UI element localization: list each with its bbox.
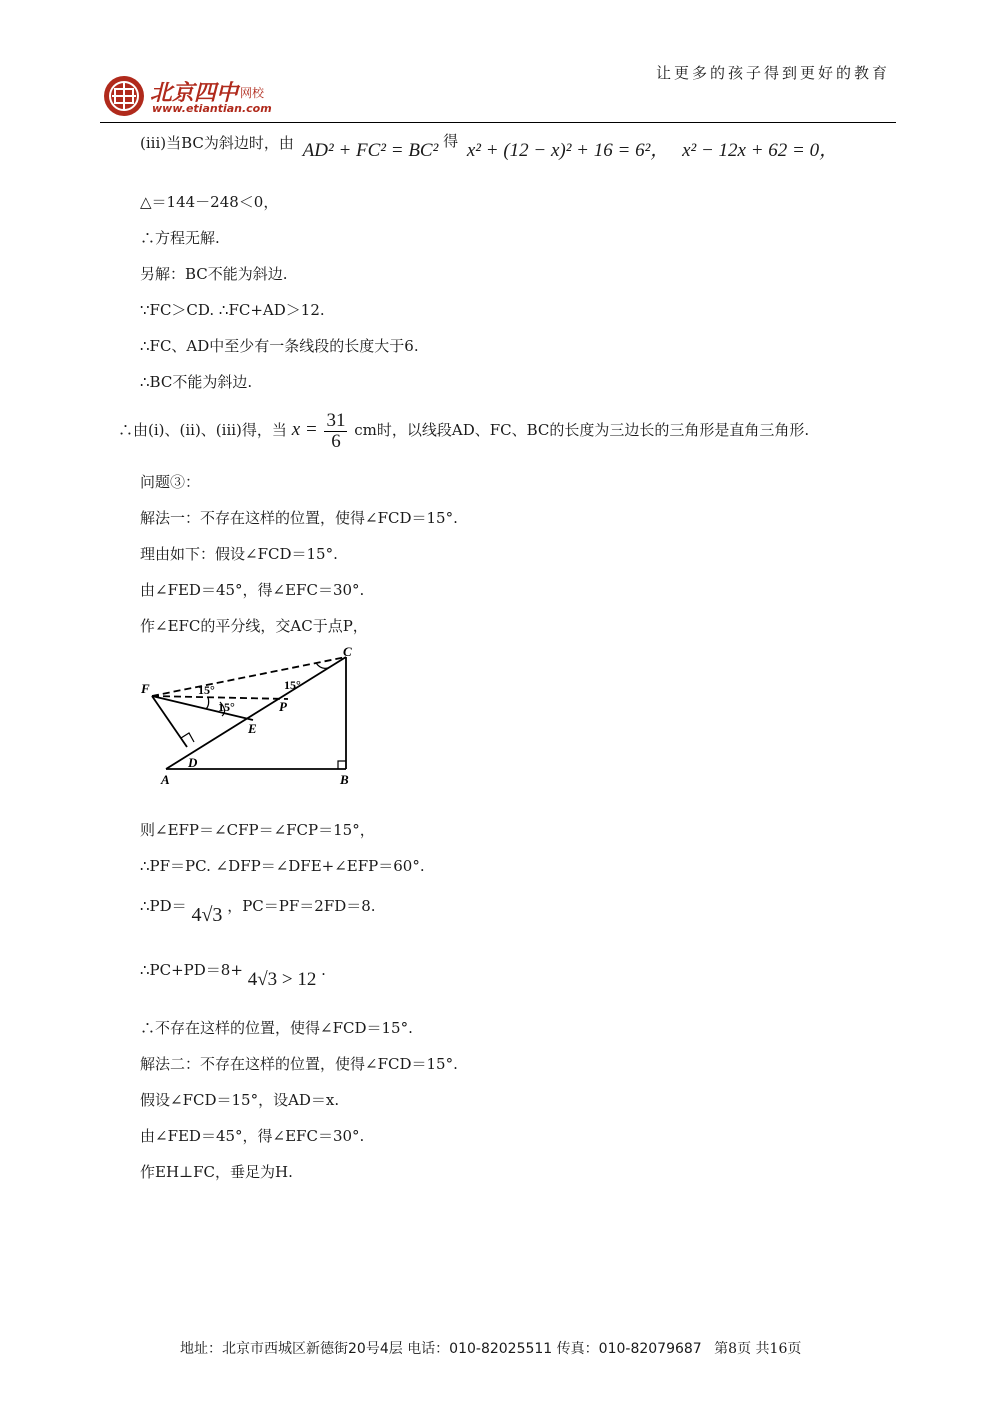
line-assume: 假设∠FCD＝15°，设AD＝x.: [140, 1091, 340, 1109]
header-rule: [100, 122, 896, 123]
angle-label-f: 15°: [198, 683, 215, 697]
line-fc-ad-6: ∴FC、AD中至少有一条线段的长度大于6.: [140, 337, 419, 355]
angle-label-p: 15°: [218, 700, 235, 714]
fraction-numerator: 31: [326, 409, 346, 431]
label-c: C: [343, 645, 352, 659]
line-fed45b: 由∠FED＝45°，得∠EFC＝30°.: [140, 1127, 365, 1145]
label-p: P: [279, 699, 287, 714]
label-a: A: [161, 772, 170, 787]
footer-phone: 电话：010-82025511: [407, 1341, 553, 1357]
line-pd: [140, 895, 376, 926]
right-angle-b: [338, 761, 346, 769]
sum-pre: ∴PC+PD＝8+: [140, 961, 243, 979]
pd-radical: 4√3: [191, 904, 223, 926]
segment-fp-dashed: [152, 696, 288, 699]
logo-suffix: 网校: [240, 86, 265, 100]
label-d: D: [188, 755, 198, 770]
line-problem3: 问题③：: [140, 473, 201, 491]
conclusion-x: x =: [291, 419, 318, 440]
conclusion-fraction: [324, 411, 347, 452]
case-iii-de: 得: [443, 132, 459, 150]
line-bisector: 作∠EFC的平分线，交AC于点P，: [140, 617, 368, 635]
geometry-figure: [138, 645, 368, 790]
footer-address: 地址：北京市西城区新德街20号4层: [180, 1341, 403, 1357]
angle-arc-f: [206, 697, 209, 709]
sum-expr: 4√3 > 12: [247, 969, 317, 990]
line-pf-pc: ∴PF＝PC. ∠DFP＝∠DFE+∠EFP＝60°.: [140, 857, 425, 875]
line-sum: [140, 960, 326, 990]
pd-post: ，PC＝PF＝2FD＝8.: [227, 897, 376, 915]
label-e: E: [248, 721, 257, 736]
line-bc-not-hyp: ∴BC不能为斜边.: [140, 373, 253, 391]
line-eh-perp: 作EH⊥FC，垂足为H.: [140, 1163, 293, 1181]
header-slogan: 让更多的孩子得到更好的教育: [656, 64, 891, 82]
line-alt-solution: 另解：BC不能为斜边.: [140, 265, 288, 283]
fraction-denominator: 6: [331, 430, 341, 452]
line-delta: △＝144－248＜0，: [140, 193, 279, 211]
line-method2: 解法二：不存在这样的位置，使得∠FCD＝15°.: [140, 1055, 458, 1073]
line-no-solution: ∴方程无解.: [140, 229, 220, 247]
logo-url: www.etiantian.com: [152, 102, 272, 115]
pd-pre: ∴PD＝: [140, 897, 187, 915]
case-iii-eq1: AD² + FC² = BC²: [302, 140, 439, 161]
angle-label-c: 15°: [284, 678, 301, 692]
line-conclusion: [118, 410, 809, 452]
segment-ac: [166, 657, 346, 769]
label-b: B: [340, 772, 349, 787]
line-method1: 解法一：不存在这样的位置，使得∠FCD＝15°.: [140, 509, 458, 527]
footer-fax: 传真：010-82079687: [556, 1341, 702, 1357]
line-reason: 理由如下：假设∠FCD＝15°.: [140, 545, 338, 563]
line-case-iii: [140, 132, 839, 161]
footer-page: 第8页: [714, 1341, 752, 1357]
footer-total: 共16页: [755, 1341, 802, 1357]
school-logo: [102, 74, 302, 120]
segment-fc-dashed: [152, 657, 346, 696]
case-iii-text: (iii)当BC为斜边时，由: [140, 134, 294, 152]
page-footer: [180, 1338, 801, 1358]
case-iii-eq3: x² − 12x + 62 = 0，: [682, 140, 839, 161]
line-then-efp: 则∠EFP＝∠CFP＝∠FCP＝15°，: [140, 821, 375, 839]
line-fed45: 由∠FED＝45°，得∠EFC＝30°.: [140, 581, 365, 599]
line-not-exist: ∴不存在这样的位置，使得∠FCD＝15°.: [140, 1019, 413, 1037]
conclusion-pre: ∴由(i)、(ii)、(iii)得，当: [118, 421, 287, 439]
logo-name: 北京四中: [150, 80, 239, 106]
conclusion-post: cm时，以线段AD、FC、BC的长度为三边长的三角形是直角三角形.: [354, 421, 810, 439]
line-fc-gt-cd: ∵FC＞CD. ∴FC+AD＞12.: [140, 301, 325, 319]
case-iii-eq2: x² + (12 − x)² + 16 = 6²，: [466, 140, 670, 161]
logo-emblem-icon: [102, 74, 146, 118]
segment-fe: [152, 696, 253, 720]
sum-post: .: [321, 961, 326, 979]
label-f: F: [141, 681, 150, 696]
angle-arc-c: [316, 663, 330, 668]
